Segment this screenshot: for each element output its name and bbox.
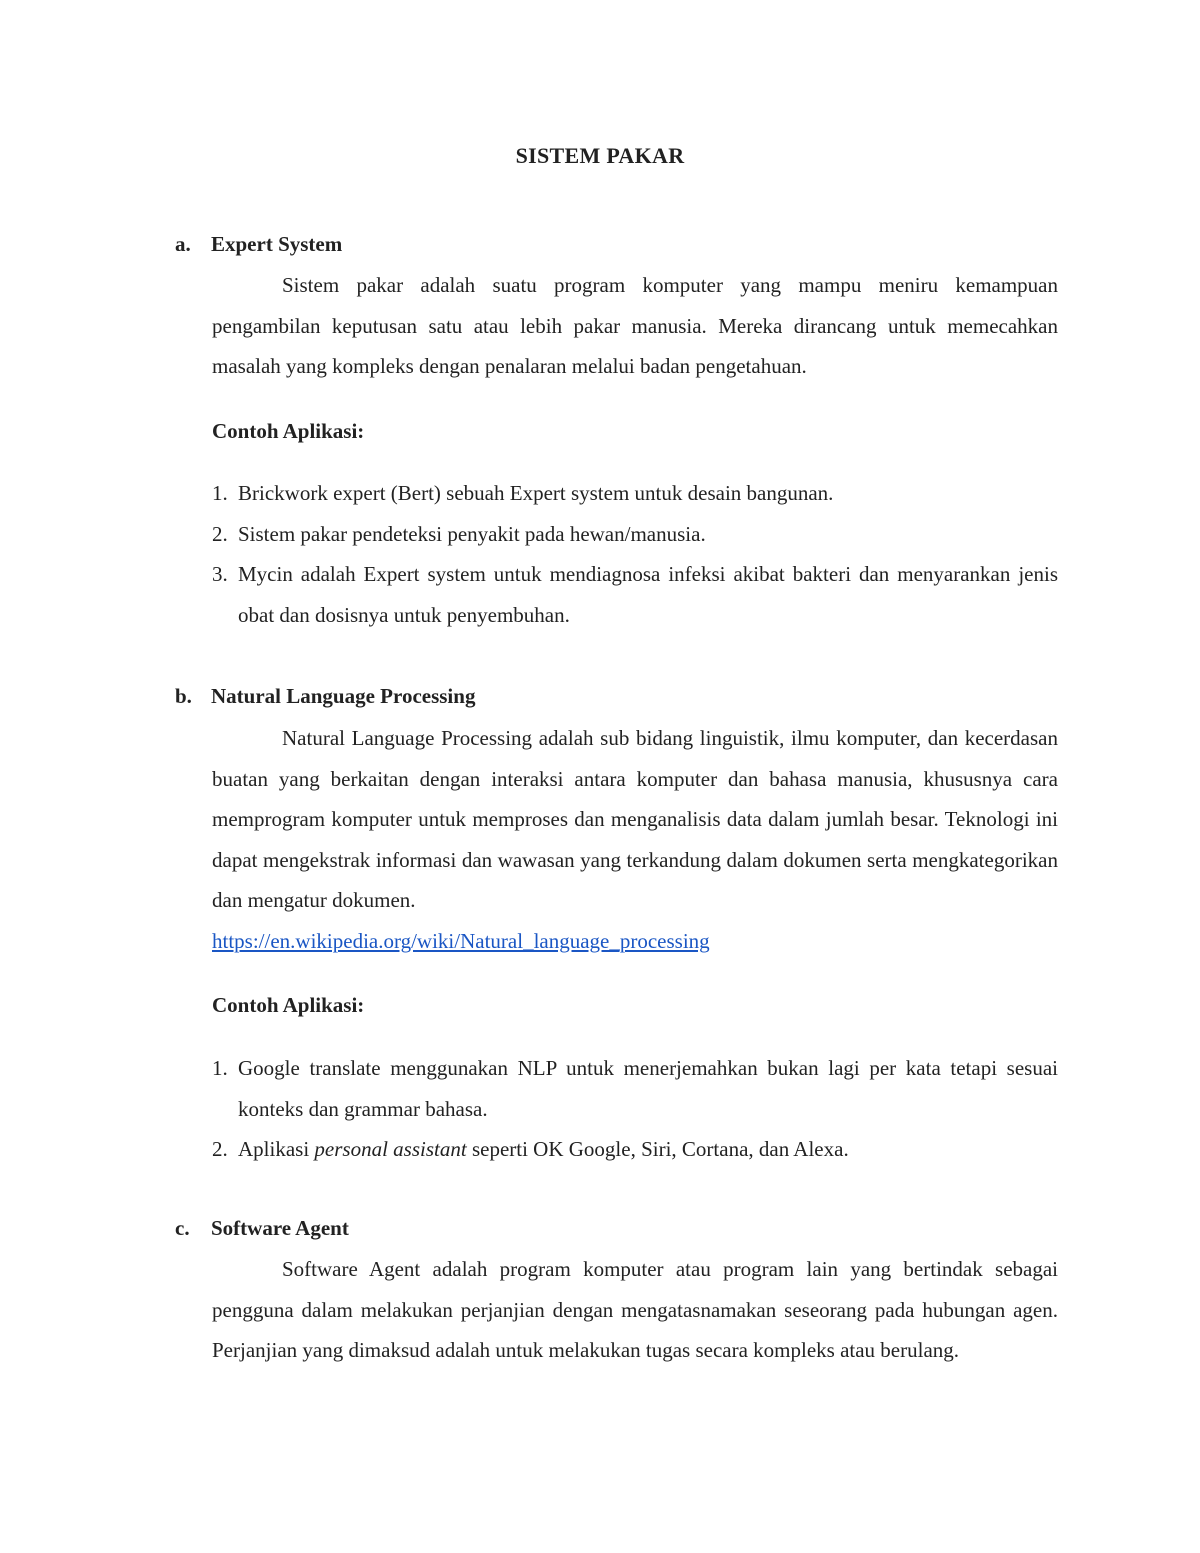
list-text: Aplikasi <box>238 1137 315 1161</box>
section-paragraph-software-agent: Software Agent adalah program komputer atau program lain yang bertindak sebagai pengguna dalam melakukan perjanjian dengan mengatasnamakan seseorang pada hubungan agen. Perjanjian yang dimaksud adalah untuk melakukan tugas secara kompleks atau berulang. <box>212 1257 1058 1362</box>
list-text: seperti OK Google, Siri, Cortana, dan Alexa. <box>466 1137 849 1161</box>
section-marker: b. <box>175 684 192 708</box>
examples-list-nlp <box>212 1048 1058 1170</box>
section-paragraph-expert-system: Sistem pakar adalah suatu program komputer yang mampu meniru kemampuan pengambilan keputusan satu atau lebih pakar manusia. Mereka dirancang untuk memecahkan masalah yang kompleks dengan penalaran melalui badan pengetahuan. <box>212 273 1058 378</box>
list-item <box>212 473 1058 514</box>
list-text: Mycin adalah Expert system untuk mendiagnosa infeksi akibat bakteri dan menyarankan jenis obat dan dosisnya untuk penyembuhan. <box>238 562 1058 627</box>
section-heading-expert-system <box>175 232 342 257</box>
list-number: 2. <box>212 521 228 546</box>
section-marker: c. <box>175 1216 190 1240</box>
wikipedia-link[interactable]: https://en.wikipedia.org/wiki/Natural_language_processing <box>212 928 710 953</box>
list-item <box>212 514 1058 555</box>
section-marker: a. <box>175 232 191 256</box>
list-item <box>212 554 1058 635</box>
list-number: 3. <box>212 562 228 586</box>
list-number: 1. <box>212 1056 228 1080</box>
list-number: 2. <box>212 1137 228 1161</box>
document-title: SISTEM PAKAR <box>515 143 685 168</box>
list-text: Sistem pakar pendeteksi penyakit pada hewan/manusia. <box>238 521 706 546</box>
list-text: Google translate menggunakan NLP untuk menerjemahkan bukan lagi per kata tetapi sesuai konteks dan grammar bahasa. <box>238 1056 1058 1121</box>
list-item <box>212 1129 1058 1170</box>
examples-list-expert-system <box>212 473 1058 635</box>
examples-heading: Contoh Aplikasi: <box>212 419 365 443</box>
paragraph-text: Natural Language Processing adalah sub bidang linguistik, ilmu komputer, dan kecerdasan buatan yang berkaitan dengan interaksi antara komputer dan bahasa manusia, khususnya cara memprogram komputer untuk memproses dan menganalisis data dalam jumlah besar. Teknologi ini dapat mengekstrak informasi dan wawasan yang terkandung dalam dokumen serta mengkategorikan dan mengatur dokumen. <box>212 726 1058 912</box>
section-heading-software-agent <box>175 1216 349 1241</box>
section-heading-nlp <box>175 684 475 709</box>
section-title: Natural Language Processing <box>211 684 476 708</box>
list-number: 1. <box>212 481 228 505</box>
list-text: Brickwork expert (Bert) sebuah Expert system untuk desain bangunan. <box>238 481 834 505</box>
list-text-italic: personal assistant <box>314 1137 467 1161</box>
section-title: Expert System <box>211 232 343 256</box>
section-paragraph-nlp <box>212 718 1058 961</box>
examples-heading: Contoh Aplikasi: <box>212 993 365 1017</box>
list-item <box>212 1048 1058 1129</box>
section-title: Software Agent <box>211 1216 349 1240</box>
